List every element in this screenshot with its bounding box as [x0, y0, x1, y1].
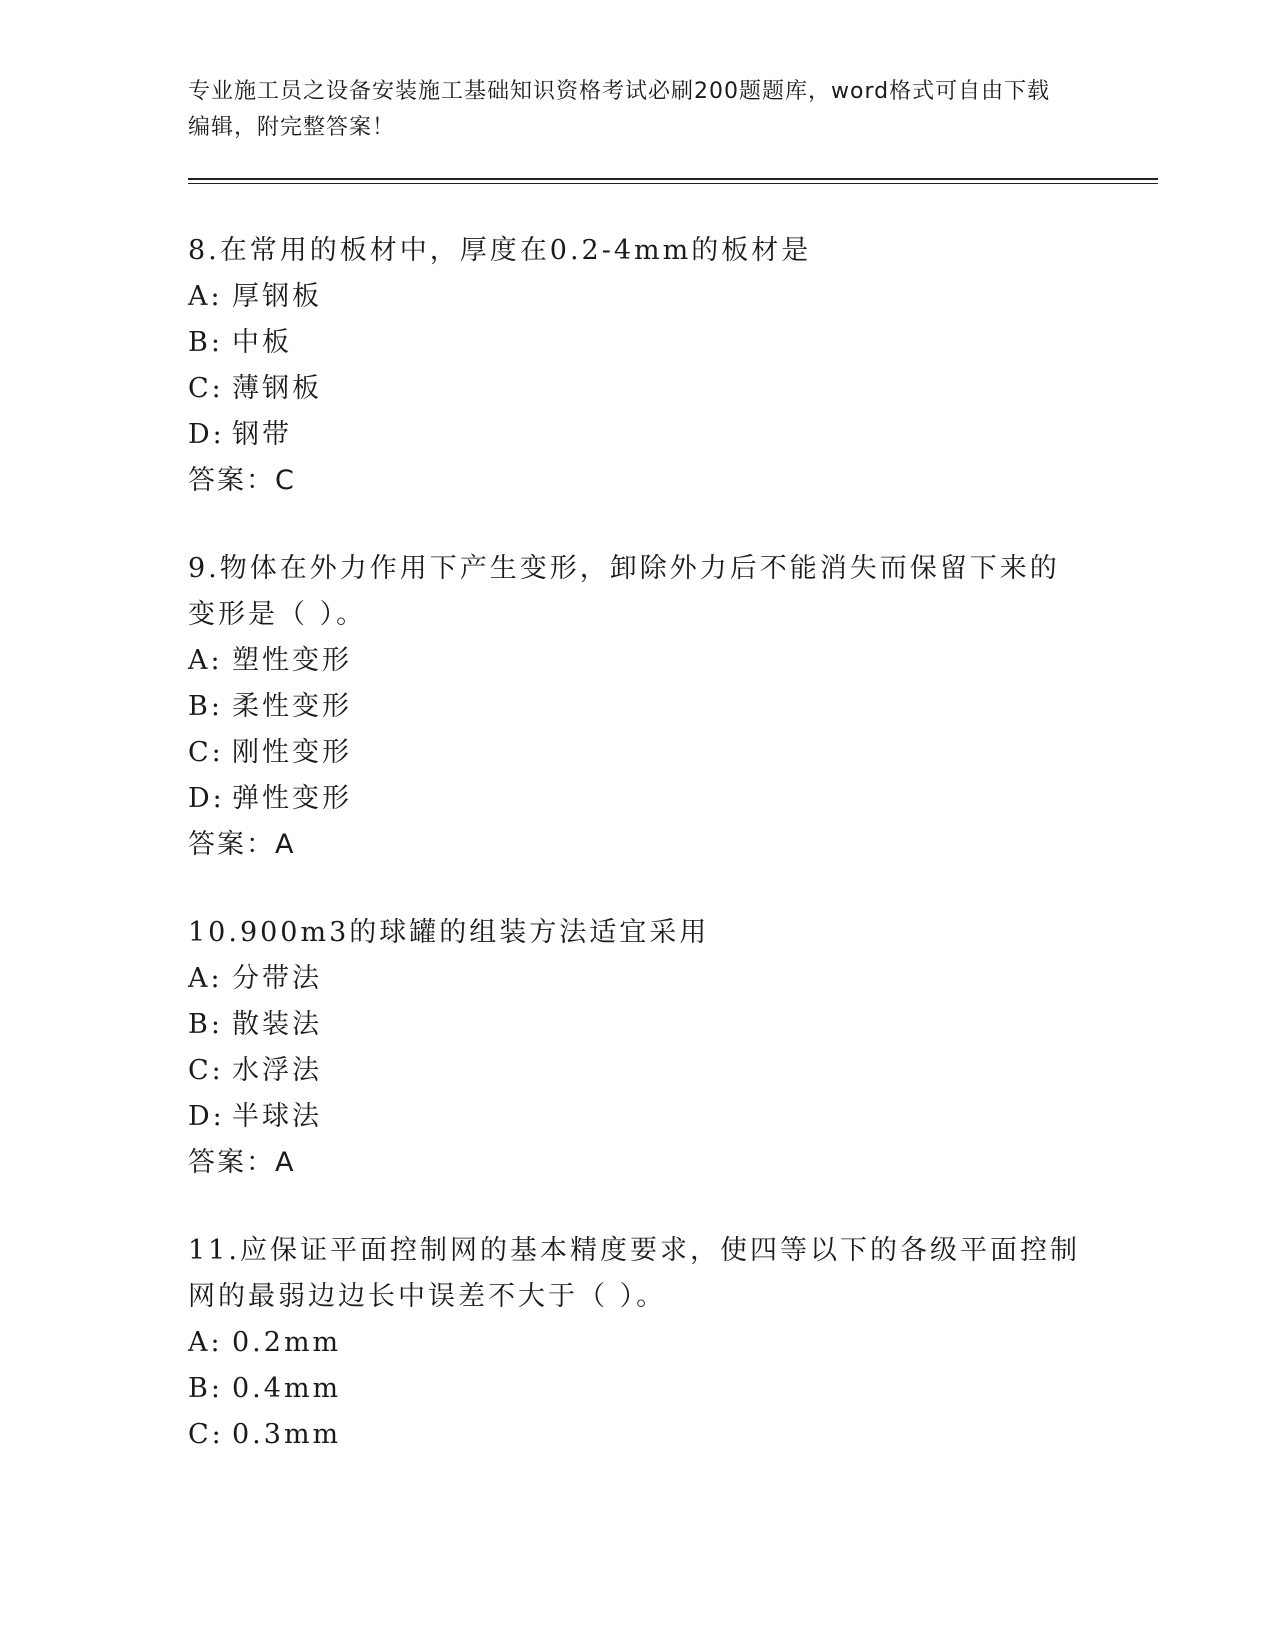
option-letter: A:	[188, 1327, 223, 1358]
option-b	[188, 320, 1088, 366]
header-divider-thin	[188, 183, 1158, 184]
option-text: 分带法	[232, 963, 322, 994]
option-a	[188, 1320, 1088, 1366]
option-letter: B:	[188, 327, 223, 358]
option-letter: C:	[188, 1419, 224, 1450]
option-letter: A:	[188, 963, 223, 994]
question-11	[188, 1228, 1088, 1458]
option-text: 0.2mm	[232, 1327, 342, 1358]
option-letter: A:	[188, 281, 223, 312]
option-letter: D:	[188, 1101, 225, 1132]
option-letter: C:	[188, 737, 224, 768]
option-c	[188, 1412, 1088, 1458]
option-d	[188, 412, 1088, 458]
option-text: 柔性变形	[232, 691, 352, 722]
option-a	[188, 638, 1088, 684]
option-text: 0.3mm	[232, 1419, 342, 1450]
option-a	[188, 956, 1088, 1002]
question-10	[188, 910, 1088, 1186]
option-text: 散装法	[232, 1009, 322, 1040]
option-letter: D:	[188, 419, 225, 450]
question-9	[188, 546, 1088, 868]
option-letter: A:	[188, 645, 223, 676]
question-stem: 11.应保证平面控制网的基本精度要求，使四等以下的各级平面控制网的最弱边边长中误差不大于（ ）。	[188, 1235, 1080, 1312]
option-text: 钢带	[232, 419, 292, 450]
option-c	[188, 1048, 1088, 1094]
document-header: 专业施工员之设备安装施工基础知识资格考试必刷200题题库，word格式可自由下载编辑，附完整答案！	[188, 79, 1051, 140]
option-b	[188, 1002, 1088, 1048]
header-divider-thick	[188, 178, 1158, 180]
option-text: 半球法	[232, 1101, 322, 1132]
option-text: 厚钢板	[232, 281, 322, 312]
option-text: 刚性变形	[232, 737, 352, 768]
answer-line: 答案：C	[188, 465, 296, 496]
option-d	[188, 776, 1088, 822]
question-stem: 10.900m3的球罐的组装方法适宜采用	[188, 917, 710, 948]
option-letter: B:	[188, 1373, 223, 1404]
answer-line: 答案：A	[188, 829, 296, 860]
option-letter: D:	[188, 783, 225, 814]
option-c	[188, 730, 1088, 776]
option-letter: C:	[188, 1055, 224, 1086]
option-a	[188, 274, 1088, 320]
question-stem: 9.物体在外力作用下产生变形，卸除外力后不能消失而保留下来的变形是（ ）。	[188, 553, 1060, 630]
option-text: 薄钢板	[232, 373, 322, 404]
option-text: 中板	[232, 327, 292, 358]
option-b	[188, 684, 1088, 730]
question-8	[188, 228, 1088, 504]
option-text: 0.4mm	[232, 1373, 342, 1404]
answer-line: 答案：A	[188, 1147, 296, 1178]
question-stem: 8.在常用的板材中，厚度在0.2-4mm的板材是	[188, 235, 812, 266]
option-text: 水浮法	[232, 1055, 322, 1086]
option-d	[188, 1094, 1088, 1140]
question-list	[188, 228, 1088, 1500]
option-text: 塑性变形	[232, 645, 352, 676]
option-text: 弹性变形	[232, 783, 352, 814]
option-letter: B:	[188, 1009, 223, 1040]
option-letter: C:	[188, 373, 224, 404]
option-letter: B:	[188, 691, 223, 722]
option-b	[188, 1366, 1088, 1412]
option-c	[188, 366, 1088, 412]
